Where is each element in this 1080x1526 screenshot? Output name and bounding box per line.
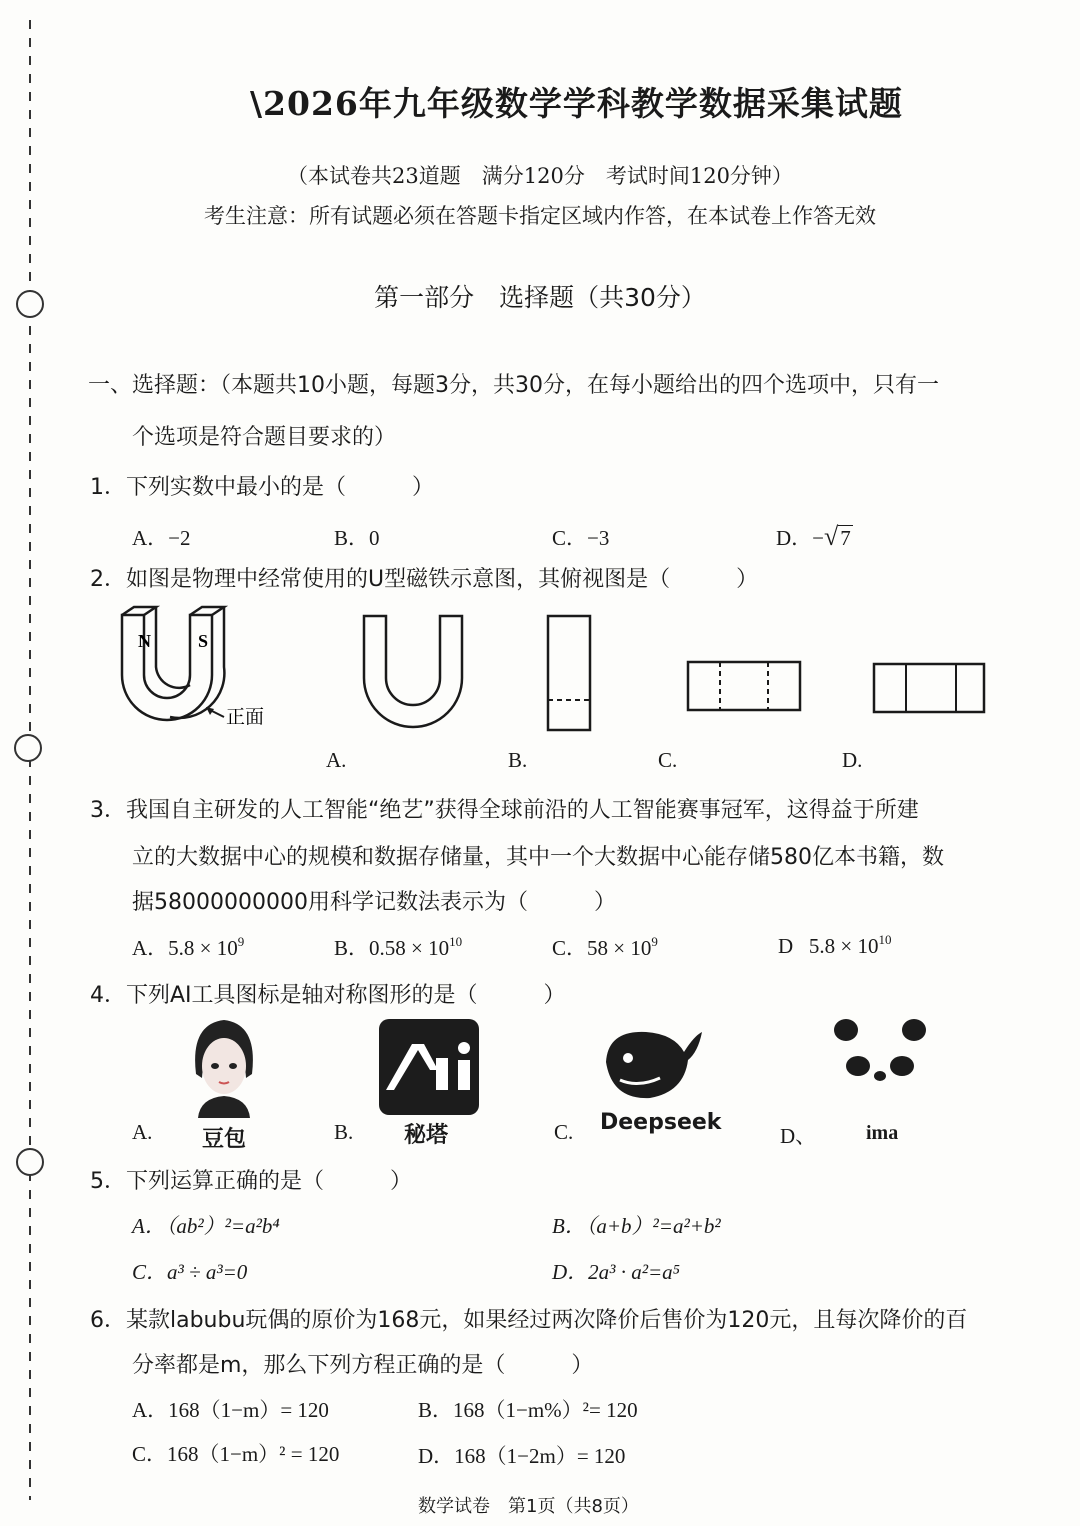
q4-option-d-label: D、 bbox=[780, 1124, 817, 1148]
q3-option-c bbox=[552, 932, 658, 962]
part-title: 第一部分 选择题（共30分） bbox=[374, 283, 706, 312]
q1-option-a: A．−2 bbox=[132, 526, 191, 550]
q3-option-a-value: 5.8 × 10 bbox=[168, 936, 238, 960]
q5-option-b: B．（a+b）²=a²+b² bbox=[552, 1214, 721, 1238]
q6-option-b: B．168（1−m%）²= 120 bbox=[418, 1398, 638, 1422]
q4-option-c-label: C. bbox=[554, 1120, 574, 1144]
q5-option-c: C．a³ ÷ a³=0 bbox=[132, 1260, 248, 1284]
sqrt-sign-icon: √ bbox=[824, 522, 839, 551]
q3-option-d-exponent: 10 bbox=[878, 932, 892, 947]
q2-option-c-label: C. bbox=[658, 748, 678, 772]
section-instructions-line2: 个选项是符合题目要求的） bbox=[132, 425, 397, 450]
q1-option-d bbox=[776, 522, 853, 552]
u-magnet-3d-figure bbox=[110, 605, 290, 735]
front-view-label: 正面 bbox=[226, 706, 265, 728]
exam-info: （本试卷共23道题 满分120分 考试时间120分钟） bbox=[287, 164, 793, 188]
q3-option-a-label: A． bbox=[132, 936, 169, 960]
magnet-s-label: S bbox=[198, 631, 209, 651]
deepseek-whale-icon bbox=[598, 1022, 706, 1104]
q6-option-d: D．168（1−2m）= 120 bbox=[418, 1444, 626, 1468]
q1-option-b: B．0 bbox=[334, 526, 380, 550]
q6-stem-line2: 分率都是m，那么下列方程正确的是（ ） bbox=[132, 1353, 594, 1378]
q2-option-b-label: B. bbox=[508, 748, 528, 772]
q4-option-b-name: 秘塔 bbox=[404, 1123, 449, 1148]
q6-stem-line1: 6．某款labubu玩偶的原价为168元，如果经过两次降价后售价为120元，且每次降价的百 bbox=[90, 1308, 968, 1333]
binding-hole bbox=[17, 1149, 43, 1175]
section-instructions-line1: 一、选择题：（本题共10小题，每题3分，共30分，在每小题给出的四个选项中，只有一 bbox=[88, 373, 939, 398]
q1-stem: 1．下列实数中最小的是（ ） bbox=[90, 475, 434, 500]
q3-option-d-label: D bbox=[778, 934, 794, 958]
q3-option-c-value: 58 × 10 bbox=[587, 936, 652, 960]
q2-stem: 2．如图是物理中经常使用的U型磁铁示意图，其俯视图是（ ） bbox=[90, 567, 759, 592]
q3-option-a-exponent: 9 bbox=[237, 934, 245, 949]
q5-option-d: D．2a³ · a²=a⁵ bbox=[552, 1260, 680, 1284]
binding-hole bbox=[15, 735, 41, 761]
q3-option-b-value: 0.58 × 10 bbox=[369, 936, 450, 960]
q5-option-a: A．（ab²）²=a²b⁴ bbox=[132, 1214, 280, 1238]
magnet-n-label: N bbox=[138, 631, 151, 651]
q2-option-a-label: A. bbox=[326, 748, 347, 772]
q4-option-b-label: B. bbox=[334, 1120, 354, 1144]
ima-panda-icon bbox=[830, 1016, 930, 1086]
page-footer: 数学试卷 第1页（共8页） bbox=[418, 1496, 639, 1517]
q2-option-d-figure bbox=[872, 662, 988, 716]
q3-option-b-label: B． bbox=[334, 936, 370, 960]
q4-option-a-label: A. bbox=[132, 1120, 153, 1144]
q4-stem: 4．下列AI工具图标是轴对称图形的是（ ） bbox=[90, 983, 566, 1008]
q3-stem-line3: 据58000000000用科学记数法表示为（ ） bbox=[132, 890, 616, 915]
q1-option-c: C．−3 bbox=[552, 526, 610, 550]
q3-option-d bbox=[778, 932, 892, 959]
doubao-icon bbox=[186, 1014, 262, 1118]
q3-option-a bbox=[132, 932, 244, 962]
q2-option-c-figure bbox=[686, 660, 804, 714]
exam-notice: 考生注意：所有试题必须在答题卡指定区域内作答，在本试卷上作答无效 bbox=[204, 204, 876, 228]
q4-option-c-name: Deepseek bbox=[600, 1110, 722, 1135]
q2-option-b-figure bbox=[546, 614, 594, 734]
q3-stem-line1: 3．我国自主研发的人工智能“绝艺”获得全球前沿的人工智能赛事冠军，这得益于所建 bbox=[90, 798, 919, 823]
exam-title: \2026年九年级数学学科教学数据采集试题 bbox=[250, 84, 903, 123]
q6-option-c: C．168（1−m）² = 120 bbox=[132, 1442, 340, 1466]
q3-option-c-exponent: 9 bbox=[651, 934, 658, 949]
q4-option-a-name: 豆包 bbox=[202, 1127, 247, 1152]
q6-option-a: A．168（1−m）= 120 bbox=[132, 1398, 329, 1422]
q2-option-a-figure bbox=[360, 612, 466, 730]
q1-option-d-prefix: D．− bbox=[776, 526, 825, 550]
q4-option-d-name: ima bbox=[866, 1122, 899, 1144]
q2-option-d-label: D. bbox=[842, 748, 863, 772]
q3-option-b-exponent: 10 bbox=[449, 934, 463, 949]
q3-option-d-value: 5.8 × 10 bbox=[808, 934, 879, 958]
q3-option-b bbox=[334, 932, 462, 962]
q3-stem-line2: 立的大数据中心的规模和数据存储量，其中一个大数据中心能存储580亿本书籍，数 bbox=[132, 845, 944, 870]
q3-option-c-label: C． bbox=[552, 936, 588, 960]
q5-stem: 5．下列运算正确的是（ ） bbox=[90, 1169, 412, 1194]
mita-icon bbox=[378, 1018, 480, 1116]
q1-option-d-radicand: 7 bbox=[840, 526, 851, 550]
